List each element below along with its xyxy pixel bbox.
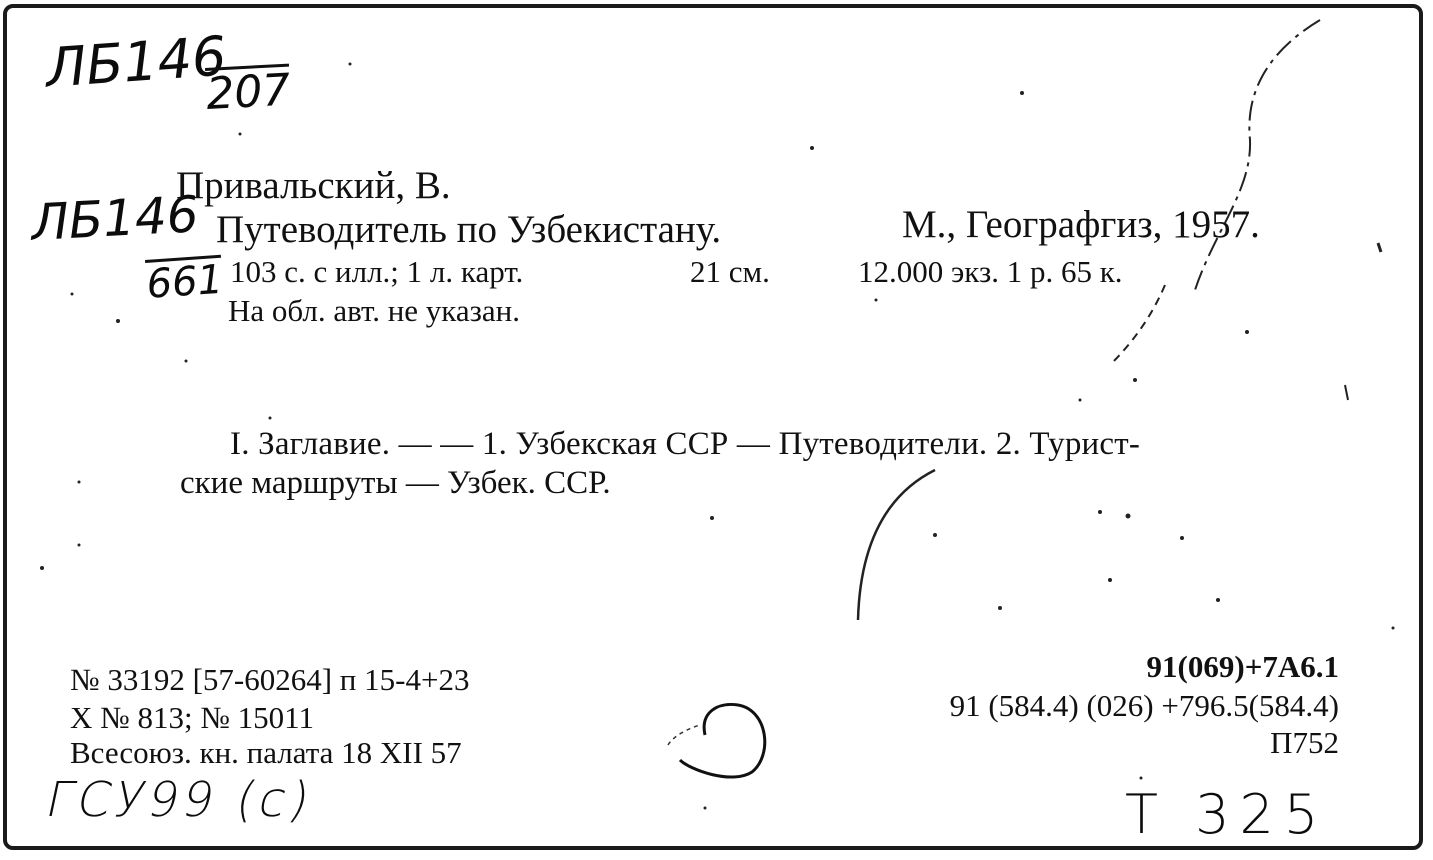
entry-note: На обл. авт. не указан. [228, 293, 521, 328]
handwritten-note-bottom-right: Т 325 [1125, 783, 1329, 846]
shelfmark-top-fraction: 207 [205, 64, 292, 120]
entry-print-run-price: 12.000 экз. 1 р. 65 к. [858, 254, 1123, 289]
entry-author: Привальский, В. [176, 164, 451, 207]
entry-physical-description: 103 с. с илл.; 1 л. карт. [230, 254, 524, 289]
classification-line-1: 91(069)+7А6.1 [1146, 649, 1339, 684]
shelfmark-left-fraction: 661 [145, 256, 225, 308]
subjects-line-2: ские маршруты — Узбек. ССР. [180, 465, 611, 501]
entry-size: 21 см. [690, 254, 770, 289]
registry-line-2: X № 813; № 15011 [70, 700, 315, 735]
classification-line-2: 91 (584.4) (026) +796.5(584.4) [949, 688, 1339, 723]
registry-line-3: Всесоюз. кн. палата 18 XII 57 [70, 735, 462, 770]
registry-line-1: № 33192 [57-60264] п 15-4+23 [70, 662, 470, 697]
subjects-line-1: I. Заглавие. — — 1. Узбекская ССР — Путеводители. 2. Турист- [230, 426, 1141, 462]
entry-title: Путеводитель по Узбекистану. [216, 208, 722, 251]
handwritten-note-bottom-left: ГСУ99 (с) [40, 772, 319, 828]
shelfmark-left-main: ЛБ146 [29, 185, 200, 252]
entry-imprint: М., Географгиз, 1957. [902, 203, 1260, 246]
classification-line-3: П752 [1270, 725, 1339, 760]
shelfmark-top-main: ЛБ146 [43, 24, 229, 100]
